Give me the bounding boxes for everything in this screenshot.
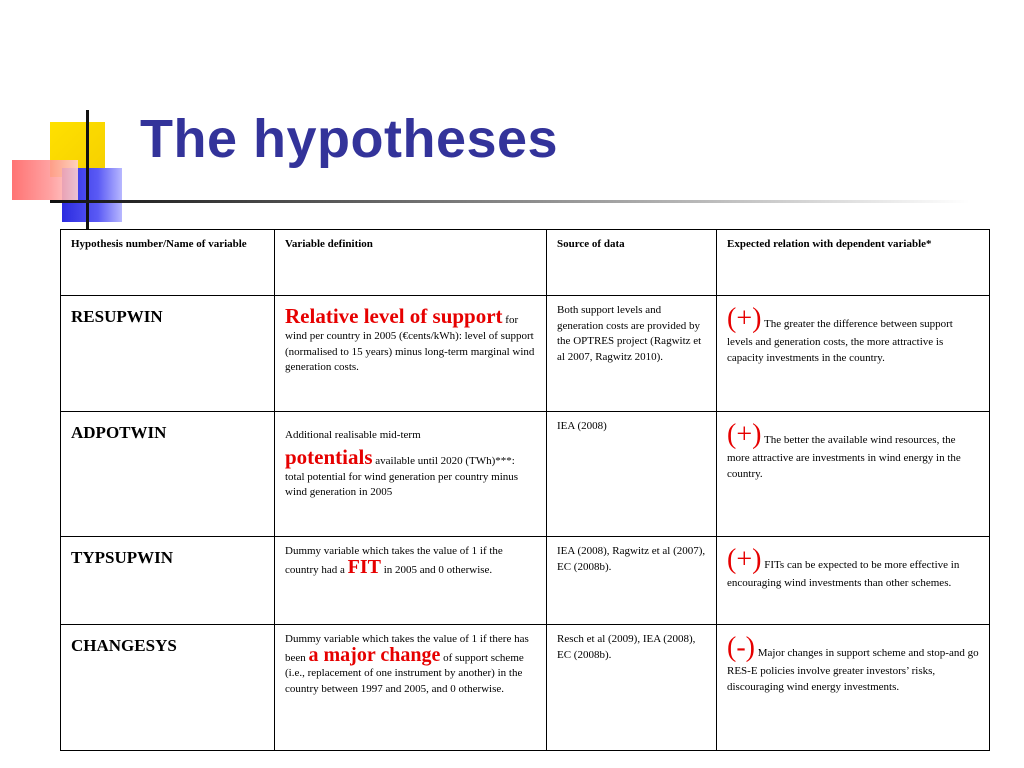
- table-row: [61, 625, 990, 751]
- decorative-red-square: [12, 160, 78, 200]
- title-underline: [50, 200, 970, 203]
- relation-text: Major changes in support scheme and stop-and go RES-E policies involve greater investors’ risks, discouraging wind energy investments.: [727, 647, 979, 693]
- source-cell: Resch et al (2009), IEA (2008), EC (2008b).: [547, 625, 717, 751]
- decorative-vertical-line: [86, 110, 89, 230]
- definition-pre: Additional realisable mid-term: [285, 429, 421, 441]
- relation-text: The greater the difference between support levels and generation costs, the more attractive is capacity investments in the country.: [727, 318, 953, 364]
- hypothesis-cell: [61, 412, 275, 537]
- source-cell: Both support levels and generation costs are provided by the OPTRES project (Ragwitz et al 2007, Ragwitz 2010).: [547, 296, 717, 412]
- relation-sign: (-): [727, 632, 755, 663]
- hypothesis-cell: [61, 537, 275, 625]
- definition-cell: [275, 296, 547, 412]
- definition-cell: [275, 537, 547, 625]
- definition-emphasis: Relative level of support: [285, 304, 503, 328]
- variable-name: CHANGESYS: [71, 636, 177, 655]
- variable-name: RESUPWIN: [71, 307, 163, 326]
- definition-emphasis: a major change: [308, 643, 441, 666]
- slide-title: The hypotheses: [140, 109, 559, 169]
- relation-text: FITs can be expected to be more effective in encouraging wind investments than other schemes.: [727, 559, 960, 589]
- definition-cell: [275, 412, 547, 537]
- hypothesis-cell: [61, 625, 275, 751]
- variable-name: TYPSUPWIN: [71, 548, 174, 567]
- definition-pre: Dummy variable which takes the value of 1 if the country had a: [285, 545, 503, 576]
- relation-cell: [717, 296, 990, 412]
- header-hypothesis-name: Hypothesis number/Name of variable: [61, 230, 275, 296]
- definition-text: of support scheme (i.e., replacement of one instrument by another) in the country between 1997 and 2005, and 0 otherwise.: [285, 651, 524, 695]
- source-cell: IEA (2008), Ragwitz et al (2007), EC (2008b).: [547, 537, 717, 625]
- table-row: [61, 537, 990, 625]
- definition-emphasis: FIT: [347, 555, 381, 578]
- table-header-row: [61, 230, 990, 296]
- definition-text: available until 2020 (TWh)***: total potential for wind generation per country minus wind generation in 2005: [285, 454, 519, 498]
- definition-pre: Dummy variable which takes the value of 1 if there has been: [285, 633, 529, 664]
- definition-cell: [275, 625, 547, 751]
- variable-name: ADPOTWIN: [71, 423, 167, 442]
- relation-sign: (+): [727, 544, 762, 575]
- header-source-of-data: Source of data: [547, 230, 717, 296]
- relation-sign: (+): [727, 303, 762, 334]
- relation-cell: [717, 537, 990, 625]
- hypotheses-table: [60, 229, 990, 751]
- relation-text: The better the available wind resources, the more attractive are investments in wind energy in the country.: [727, 434, 961, 480]
- relation-cell: [717, 625, 990, 751]
- header-variable-definition: Variable definition: [275, 230, 547, 296]
- source-cell: IEA (2008): [547, 412, 717, 537]
- hypothesis-cell: [61, 296, 275, 412]
- definition-emphasis: potentials: [285, 444, 373, 469]
- header-expected-relation: Expected relation with dependent variable*: [717, 230, 990, 296]
- relation-sign: (+): [727, 419, 762, 450]
- table-row: [61, 296, 990, 412]
- definition-text: for wind per country in 2005 (€cents/kWh): level of support (normalised to 15 years) minus long-term marginal wind generation costs.: [285, 314, 535, 373]
- definition-text: in 2005 and 0 otherwise.: [380, 563, 493, 576]
- relation-cell: [717, 412, 990, 537]
- table-row: [61, 412, 990, 537]
